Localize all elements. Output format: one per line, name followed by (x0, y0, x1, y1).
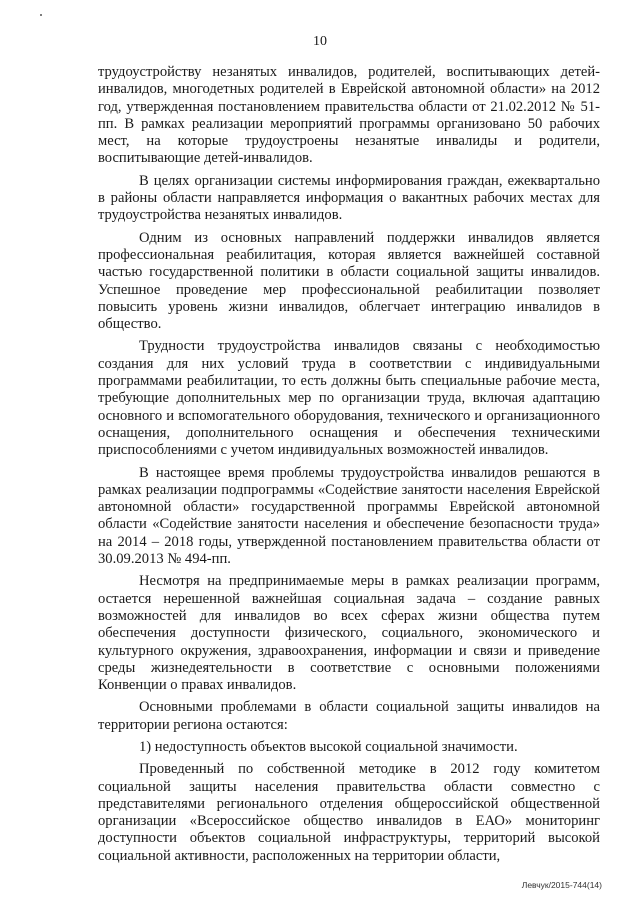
paragraph: Одним из основных направлений поддержки инвалидов является профессиональная реабилитация, которая является важнейшей составной частью государственной политики в области социальной защиты инвалидов. Успешное проведение мер профессиональной реабилитации позволяет повысить уровень жизни инвалидов, облегчает интеграцию инвалидов в общество. (98, 229, 600, 333)
list-item: 1) недоступность объектов высокой социальной значимости. (139, 738, 518, 755)
document-body (98, 64, 600, 870)
paragraph: Несмотря на предпринимаемые меры в рамках реализации программ, остается нерешенной важнейшая социальная задача – создание равных возможностей для инвалидов во всех сферах жизни общества путем обеспечения доступности физического, социального, экономического и культурного окружения, здравоохранения, информации и связи и приведение среды жизнедеятельности в соответствие с основными положениями Конвенции о правах инвалидов. (98, 573, 600, 694)
paragraph: Основными проблемами в области социальной защиты инвалидов на территории региона остаются: (98, 699, 600, 733)
scan-speck (40, 14, 42, 16)
paragraph: В настоящее время проблемы трудоустройства инвалидов решаются в рамках реализации подпрограммы «Содействие занятости населения Еврейской автономной области» государственной программы Еврейской автономной области «Содействие занятости населения и обеспечение безопасности труда» на 2014 – 2018 годы, утвержденной постановлением правительства области от 30.09.2013 № 494-пп. (98, 464, 600, 568)
page-number: 10 (313, 34, 327, 49)
document-footer-code: Левчук/2015-744(14) (521, 880, 602, 890)
paragraph-continuation: трудоустройству незанятых инвалидов, родителей, воспитывающих детей-инвалидов, многодетных родителей в Еврейской автономной области» на 2012 год, утвержденная постановлением правительства области от 21.02.2012 № 51-пп. В рамках реализации мероприятий программы организовано 50 рабочих мест, на которые трудоустроены незанятые инвалиды и родители, воспитывающие детей-инвалидов. (98, 64, 600, 167)
paragraph: В целях организации системы информирования граждан, ежеквартально в районы области направляется информация о вакантных рабочих местах для трудоустройства незанятых инвалидов. (98, 172, 600, 224)
paragraph: Трудности трудоустройства инвалидов связаны с необходимостью создания для них условий труда в соответствии с индивидуальными программами реабилитации, то есть должны быть специальные рабочие места, требующие дополнительных мер по организации труда, включая адаптацию основного и вспомогательного оборудования, технического и организационного оснащения, дополнительного оснащения и обеспечения техническими приспособлениями с учетом индивидуальных возможностей инвалидов. (98, 338, 600, 459)
paragraph: Проведенный по собственной методике в 2012 году комитетом социальной защиты населения правительства области совместно с представителями регионального отделения общероссийской общественной организации «Всероссийское общество инвалидов в ЕАО» мониторинг доступности объектов социальной инфраструктуры, территорий высокой социальной активности, расположенных на территории области, (98, 761, 600, 864)
